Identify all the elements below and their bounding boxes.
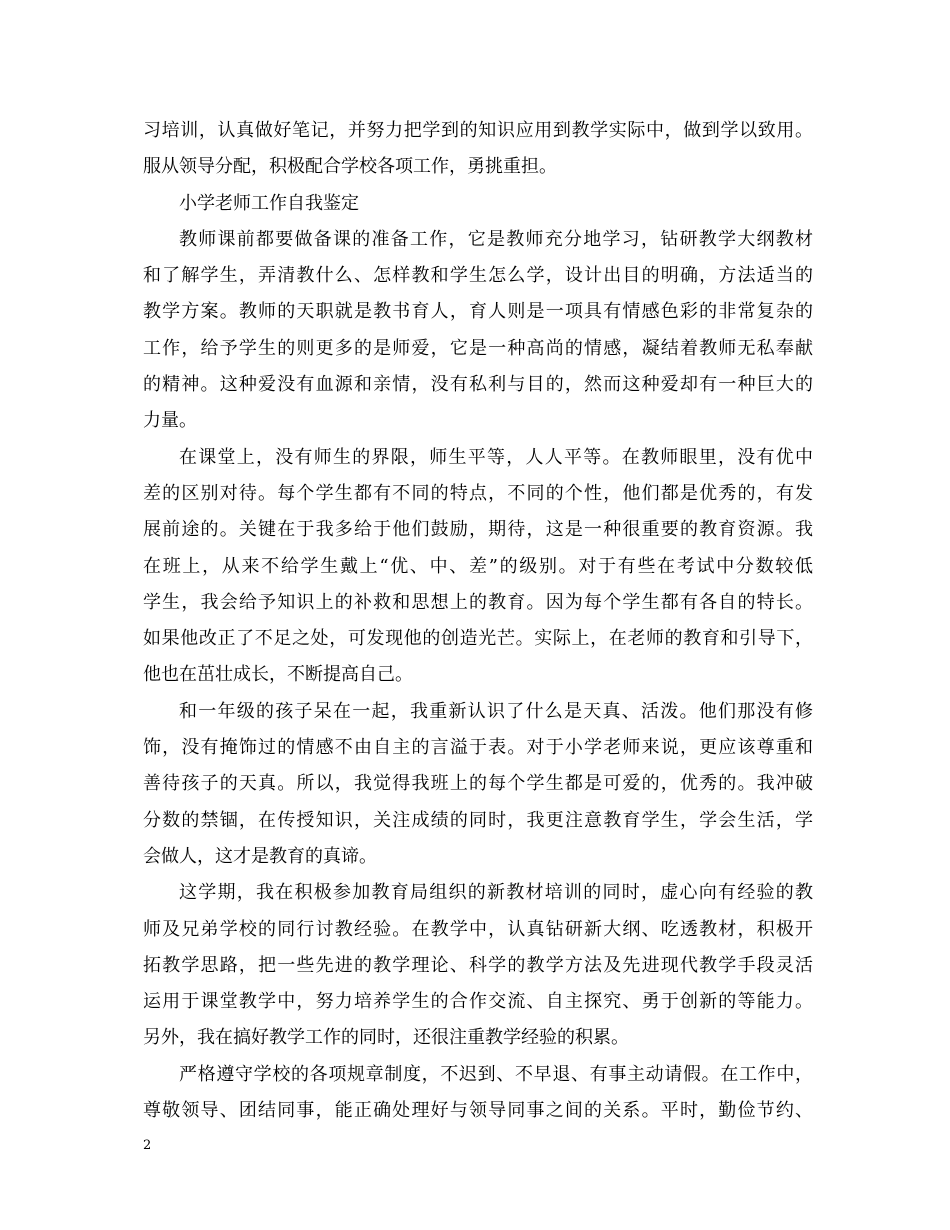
page-number: 2 (143, 1138, 152, 1153)
paragraph-first-line: 小学老师工作自我鉴定 (179, 192, 359, 214)
text-line: 差的区别对待。每个学生都有不同的特点，不同的个性，他们都是优秀的，有发 (143, 482, 813, 504)
text-line: 分数的禁锢，在传授知识，关注成绩的同时，我更注意教育学生，学会生活，学 (143, 809, 813, 831)
text-line: 习培训，认真做好笔记，并努力把学到的知识应用到教学实际中，做到学以致用。 (143, 120, 813, 141)
text-line: 力量。 (143, 410, 197, 432)
paragraph-first-line: 严格遵守学校的各项规章制度，不迟到、不早退、有事主动请假。在工作中， (179, 1063, 813, 1085)
document-body (143, 113, 813, 1129)
text-line: 运用于课堂教学中，努力培养学生的合作交流、自主探究、勇于创新的等能力。 (143, 991, 813, 1013)
paragraph-first-line: 教师课前都要做备课的准备工作，它是教师充分地学习，钻研教学大纲教材 (179, 228, 813, 250)
text-line: 服从领导分配，积极配合学校各项工作，勇挑重担。 (143, 156, 557, 178)
text-line: 善待孩子的天真。所以，我觉得我班上的每个学生都是可爱的，优秀的。我冲破 (143, 773, 813, 795)
paragraph-first-line: 在课堂上，没有师生的界限，师生平等，人人平等。在教师眼里，没有优中 (179, 446, 813, 468)
text-line: 会做人，这才是教育的真谛。 (143, 845, 377, 867)
text-line: 展前途的。关键在于我多给于他们鼓励，期待，这是一种很重要的教育资源。我 (143, 519, 813, 541)
text-line: 教学方案。教师的天职就是教书育人，育人则是一项具有情感色彩的非常复杂的 (143, 301, 813, 323)
paragraph-first-line: 和一年级的孩子呆在一起，我重新认识了什么是天真、活泼。他们那没有修 (179, 700, 813, 722)
text-line: 如果他改正了不足之处，可发现他的创造光芒。实际上，在老师的教育和引导下， (143, 628, 813, 650)
text-line: 工作，给予学生的则更多的是师爱，它是一种高尚的情感，凝结着教师无私奉献 (143, 337, 813, 359)
text-line: 他也在茁壮成长，不断提高自己。 (143, 664, 413, 686)
text-line: 和了解学生，弄清教什么、怎样教和学生怎么学，设计出目的明确，方法适当的 (143, 265, 813, 287)
text-line: 学生，我会给予知识上的补救和思想上的教育。因为每个学生都有各自的特长。 (143, 591, 813, 613)
text-line: 拓教学思路，把一些先进的教学理论、科学的教学方法及先进现代教学手段灵活 (143, 954, 813, 976)
text-line: 饰，没有掩饰过的情感不由自主的言溢于表。对于小学老师来说，更应该尊重和 (143, 737, 813, 759)
text-line: 在班上，从来不给学生戴上“优、中、差”的级别。对于有些在考试中分数较低 (143, 555, 813, 577)
text-line: 师及兄弟学校的同行讨教经验。在教学中，认真钻研新大纲、吃透教材，积极开 (143, 918, 813, 940)
text-line: 的精神。这种爱没有血源和亲情，没有私利与目的，然而这种爱却有一种巨大的 (143, 374, 813, 396)
paragraph-first-line: 这学期，我在积极参加教育局组织的新教材培训的同时，虚心向有经验的教 (179, 882, 813, 904)
text-line: 另外，我在搞好教学工作的同时，还很注重教学经验的积累。 (143, 1027, 629, 1049)
text-line: 尊敬领导、团结同事，能正确处理好与领导同事之间的关系。平时，勤俭节约、 (143, 1100, 813, 1122)
